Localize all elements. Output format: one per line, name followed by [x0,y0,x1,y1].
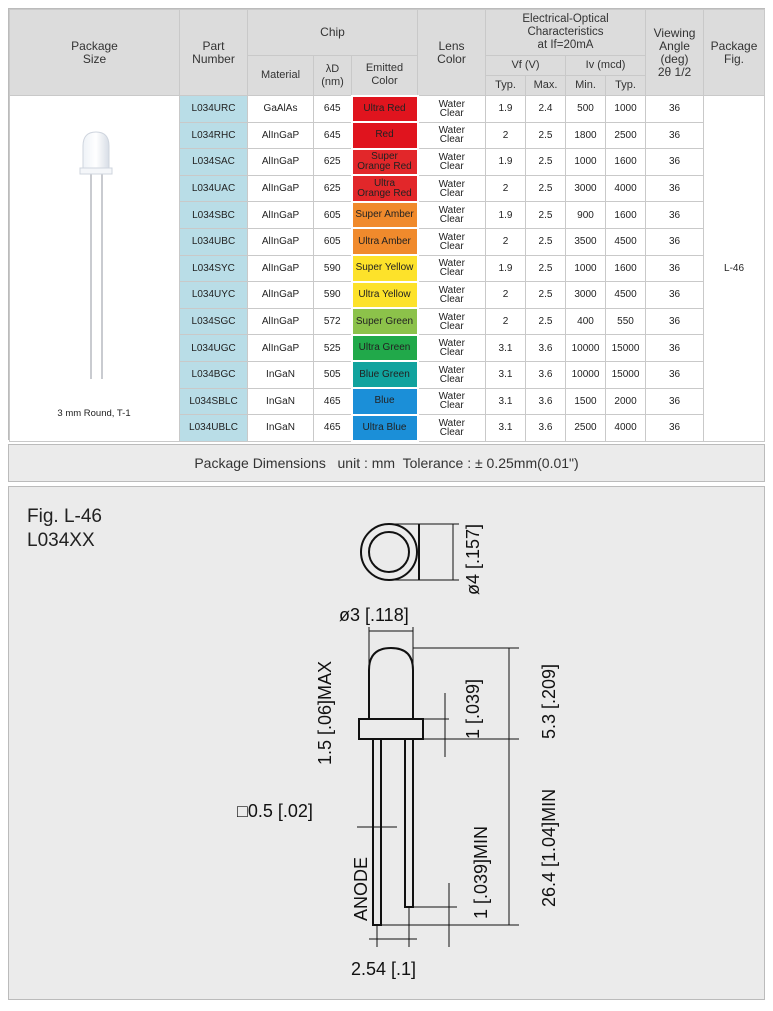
iv-typ: 2500 [606,122,646,149]
vf-max: 2.4 [526,96,566,123]
material: AlInGaP [248,255,314,282]
part-number: L034UAC [180,175,248,202]
part-number: L034BGC [180,361,248,388]
anode-label: ANODE [351,856,371,921]
header-viewing-angle: Viewing Angle (deg) 2θ 1/2 [646,10,704,96]
dim-lead: □0.5 [.02] [237,801,313,821]
lead-anode [373,739,381,925]
part-number: L034UBLC [180,415,248,442]
vf-typ: 1.9 [486,202,526,229]
header-iv: Iv (mcd) [566,56,646,76]
header-vf-max: Max. [526,76,566,96]
iv-typ: 15000 [606,361,646,388]
header-package-fig: Package Fig. [704,10,765,96]
viewing-angle: 36 [646,122,704,149]
emitted-color: Ultra Amber [352,228,418,255]
part-number: L034UYC [180,282,248,309]
dim-pitch: 2.54 [.1] [351,959,417,979]
lens-color: Water Clear [418,361,486,388]
vf-typ: 1.9 [486,255,526,282]
viewing-angle: 36 [646,335,704,362]
dim-5-3: 5.3 [.209] [539,663,559,739]
vf-typ: 2 [486,175,526,202]
iv-typ: 1600 [606,149,646,176]
header-vf: Vf (V) [486,56,566,76]
dimension-drawing [9,487,764,999]
vf-max: 2.5 [526,202,566,229]
led-flange [359,719,423,739]
wavelength: 605 [314,228,352,255]
lens-color: Water Clear [418,202,486,229]
iv-typ: 4000 [606,415,646,442]
iv-min: 1000 [566,255,606,282]
part-number: L034SYC [180,255,248,282]
wavelength: 645 [314,122,352,149]
iv-min: 2500 [566,415,606,442]
lens-color: Water Clear [418,415,486,442]
emitted-color: Super Green [352,308,418,335]
part-number: L034SGC [180,308,248,335]
iv-min: 1000 [566,149,606,176]
iv-min: 3000 [566,175,606,202]
vf-typ: 3.1 [486,335,526,362]
led-photo-illustration [10,96,178,436]
package-size-label: 3 mm Round, T-1 [57,408,131,419]
dimensions-banner [8,444,765,482]
part-number: L034URC [180,96,248,123]
vf-max: 3.6 [526,388,566,415]
vf-typ: 3.1 [486,361,526,388]
lens-color: Water Clear [418,149,486,176]
material: GaAlAs [248,96,314,123]
material: AlInGaP [248,308,314,335]
spec-table [9,9,765,442]
drawing-panel [8,486,765,1000]
material: AlInGaP [248,122,314,149]
dim-26-4: 26.4 [1.04]MIN [539,788,559,907]
material: AlInGaP [248,149,314,176]
header-emitted-color: Emitted Color [352,56,418,96]
lens-color: Water Clear [418,335,486,362]
part-number: L034SAC [180,149,248,176]
viewing-angle: 36 [646,175,704,202]
emitted-color: Ultra Green [352,335,418,362]
lens-color: Water Clear [418,122,486,149]
dim-flange-max: 1.5 [.06]MAX [315,660,335,765]
table-row [10,96,765,123]
wavelength: 572 [314,308,352,335]
iv-typ: 15000 [606,335,646,362]
lens-color: Water Clear [418,282,486,309]
spec-table-panel [8,8,765,440]
iv-min: 1500 [566,388,606,415]
iv-typ: 1600 [606,255,646,282]
viewing-angle: 36 [646,415,704,442]
figure-label: Fig. L-46 [27,506,102,527]
header-material: Material [248,56,314,96]
lead-cathode [405,739,413,907]
wavelength: 590 [314,255,352,282]
iv-min: 400 [566,308,606,335]
viewing-angle: 36 [646,149,704,176]
header-iv-min: Min. [566,76,606,96]
emitted-color: Super Orange Red [352,149,418,176]
iv-typ: 2000 [606,388,646,415]
lens-color: Water Clear [418,388,486,415]
vf-typ: 1.9 [486,96,526,123]
material: InGaN [248,361,314,388]
wavelength: 590 [314,282,352,309]
iv-typ: 4500 [606,228,646,255]
part-number: L034SBC [180,202,248,229]
dimensions-banner-text: Package Dimensions unit : mm Tolerance : ± 0.25mm(0.01") [194,455,579,471]
top-view-inner-ring [369,532,409,572]
header-vf-typ: Typ. [486,76,526,96]
emitted-color: Blue Green [352,361,418,388]
material: AlInGaP [248,228,314,255]
material: InGaN [248,415,314,442]
iv-typ: 4500 [606,282,646,309]
iv-typ: 550 [606,308,646,335]
dim-diameter4: ø4 [.157] [463,523,483,595]
iv-typ: 1000 [606,96,646,123]
vf-max: 3.6 [526,335,566,362]
dim-diameter3: ø3 [.118] [339,605,409,625]
vf-max: 2.5 [526,255,566,282]
header-chip: Chip [248,10,418,56]
viewing-angle: 36 [646,308,704,335]
emitted-color: Super Yellow [352,255,418,282]
vf-max: 3.6 [526,415,566,442]
part-number: L034UGC [180,335,248,362]
vf-typ: 2 [486,228,526,255]
wavelength: 625 [314,149,352,176]
lens-color: Water Clear [418,308,486,335]
emitted-color: Ultra Yellow [352,282,418,309]
viewing-angle: 36 [646,228,704,255]
vf-typ: 3.1 [486,388,526,415]
side-view [237,605,559,979]
wavelength: 645 [314,96,352,123]
iv-min: 10000 [566,335,606,362]
iv-typ: 1600 [606,202,646,229]
material: InGaN [248,388,314,415]
material: AlInGaP [248,202,314,229]
material: AlInGaP [248,335,314,362]
viewing-angle: 36 [646,282,704,309]
emitted-color: Ultra Blue [352,415,418,442]
iv-typ: 4000 [606,175,646,202]
wavelength: 465 [314,415,352,442]
emitted-color: Super Amber [352,202,418,229]
wavelength: 605 [314,202,352,229]
lens-color: Water Clear [418,96,486,123]
emitted-color: Blue [352,388,418,415]
viewing-angle: 36 [646,255,704,282]
iv-min: 900 [566,202,606,229]
header-part-number: Part Number [180,10,248,96]
vf-max: 2.5 [526,282,566,309]
wavelength: 505 [314,361,352,388]
material: AlInGaP [248,282,314,309]
wavelength: 525 [314,335,352,362]
viewing-angle: 36 [646,388,704,415]
package-fig-cell: L-46 [704,96,765,442]
vf-typ: 3.1 [486,415,526,442]
vf-max: 2.5 [526,122,566,149]
wavelength: 625 [314,175,352,202]
wavelength: 465 [314,388,352,415]
vf-max: 2.5 [526,175,566,202]
vf-max: 2.5 [526,228,566,255]
viewing-angle: 36 [646,361,704,388]
part-number: L034SBLC [180,388,248,415]
vf-typ: 2 [486,122,526,149]
lens-color: Water Clear [418,228,486,255]
header-iv-typ: Typ. [606,76,646,96]
emitted-color: Red [352,122,418,149]
vf-typ: 2 [486,308,526,335]
vf-max: 2.5 [526,308,566,335]
top-view [361,524,483,595]
header-electrical-optical: Electrical-Optical Characteristics at If=20mA [486,10,646,56]
part-number: L034UBC [180,228,248,255]
package-size-cell [10,96,180,442]
header-wavelength: λD (nm) [314,56,352,96]
iv-min: 10000 [566,361,606,388]
emitted-color: Ultra Red [352,96,418,123]
iv-min: 3000 [566,282,606,309]
vf-max: 3.6 [526,361,566,388]
iv-min: 1800 [566,122,606,149]
header-package-size: Package Size [10,10,180,96]
lens-color: Water Clear [418,255,486,282]
header-lens-color: Lens Color [418,10,486,96]
iv-min: 3500 [566,228,606,255]
viewing-angle: 36 [646,202,704,229]
spec-table-body [10,96,765,442]
material: AlInGaP [248,175,314,202]
iv-min: 500 [566,96,606,123]
dim-1-039-min: 1 [.039]MIN [471,825,491,919]
led-dome [369,648,413,719]
vf-typ: 2 [486,282,526,309]
lens-color: Water Clear [418,175,486,202]
viewing-angle: 36 [646,96,704,123]
dim-1-039: 1 [.039] [463,678,483,739]
vf-max: 2.5 [526,149,566,176]
part-number: L034RHC [180,122,248,149]
emitted-color: Ultra Orange Red [352,175,418,202]
part-series: L034XX [27,530,95,551]
vf-typ: 1.9 [486,149,526,176]
